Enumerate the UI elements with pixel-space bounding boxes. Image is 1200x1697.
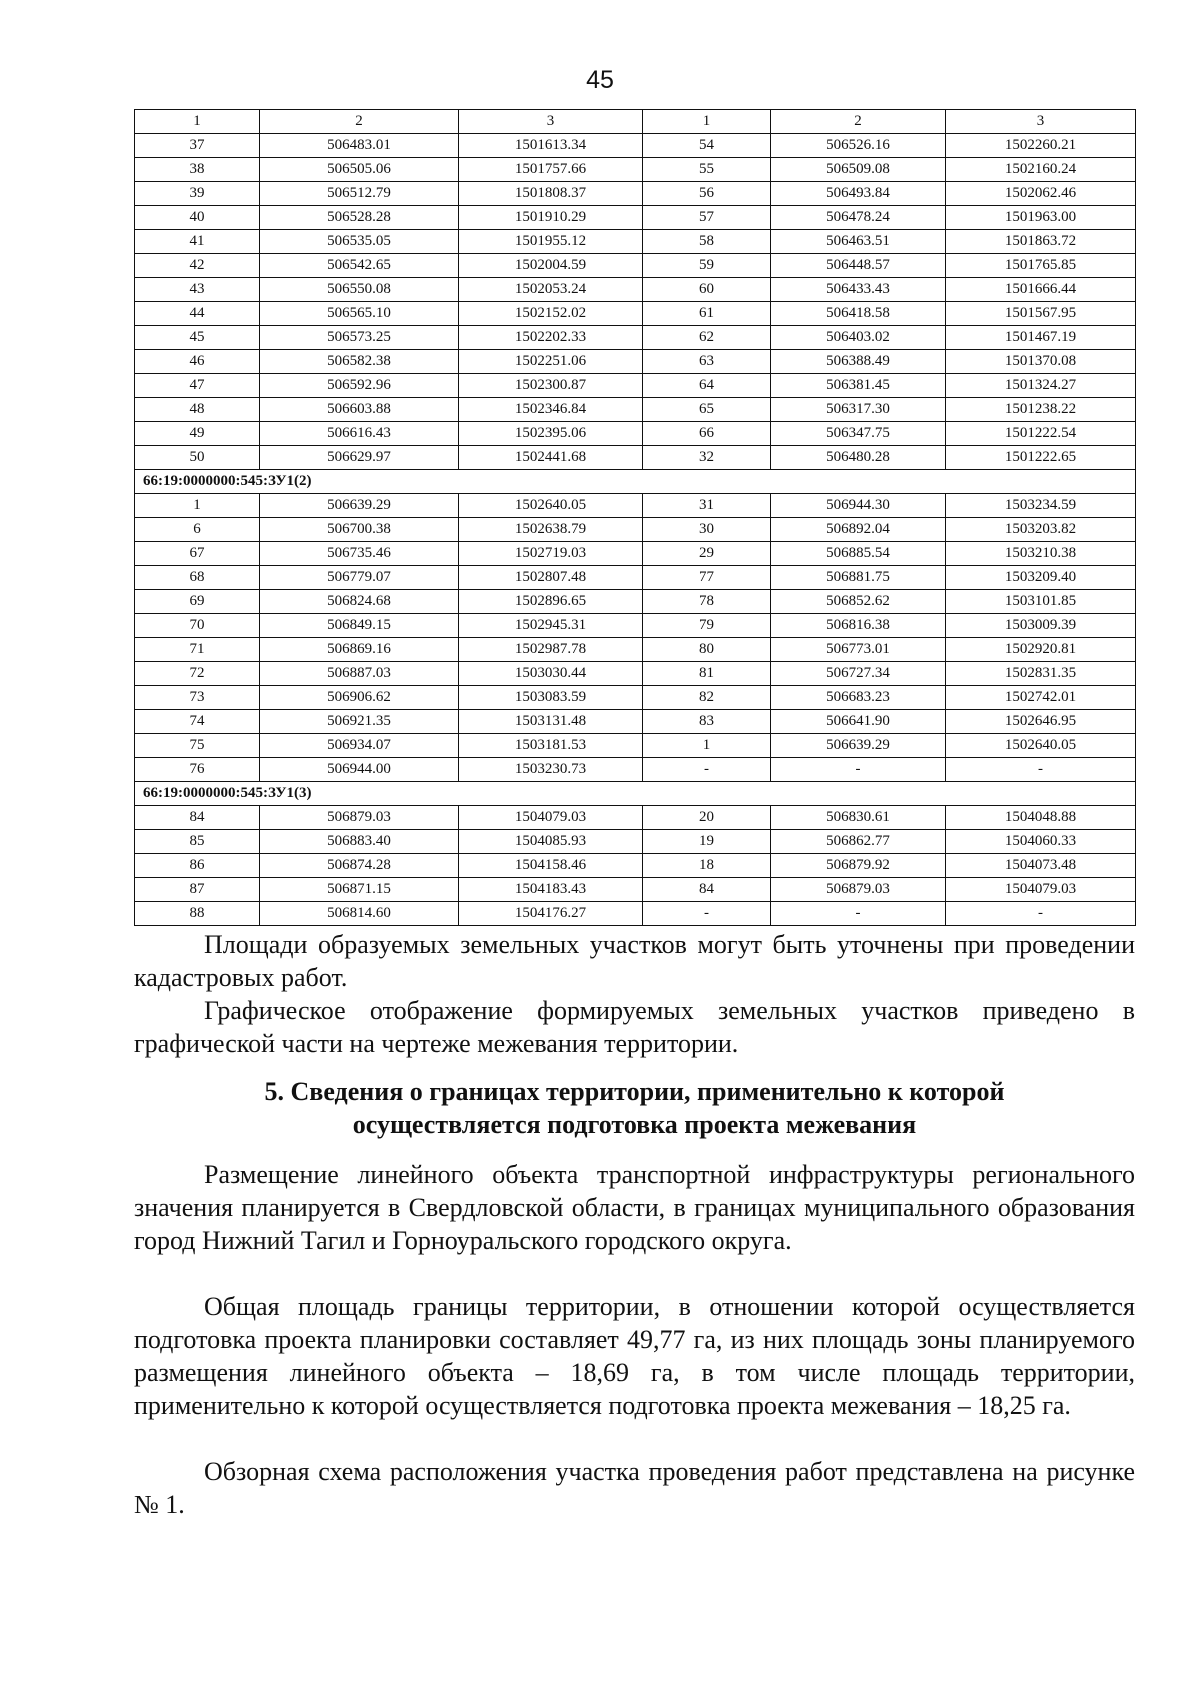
table-cell: 506641.90 [771, 710, 946, 734]
table-cell: 59 [643, 254, 771, 278]
table-cell: 1502920.81 [946, 638, 1136, 662]
table-cell: 1502945.31 [459, 614, 643, 638]
table-cell: 54 [643, 134, 771, 158]
table-cell: - [771, 758, 946, 782]
table-cell: 20 [643, 806, 771, 830]
table-cell: 1503131.48 [459, 710, 643, 734]
table-row [135, 734, 1136, 758]
table-row [135, 326, 1136, 350]
table-cell: 1504183.43 [459, 878, 643, 902]
section-label: 66:19:0000000:545:ЗУ1(2) [135, 470, 1136, 494]
table-cell: 1502053.24 [459, 278, 643, 302]
table-cell: 1503234.59 [946, 494, 1136, 518]
table-cell: 1503009.39 [946, 614, 1136, 638]
table-cell: 6 [135, 518, 260, 542]
table-cell: 506381.45 [771, 374, 946, 398]
table-row [135, 254, 1136, 278]
table-cell: 506388.49 [771, 350, 946, 374]
table-cell: 29 [643, 542, 771, 566]
table-row [135, 158, 1136, 182]
table-cell: 46 [135, 350, 260, 374]
table-cell: 40 [135, 206, 260, 230]
table-cell: 1502807.48 [459, 566, 643, 590]
table-cell: 1502719.03 [459, 542, 643, 566]
table-cell: 39 [135, 182, 260, 206]
table-row [135, 302, 1136, 326]
table-cell: 37 [135, 134, 260, 158]
table-cell: 18 [643, 854, 771, 878]
table-cell: 506830.61 [771, 806, 946, 830]
table-cell: 506565.10 [260, 302, 459, 326]
table-row [135, 494, 1136, 518]
table-cell: 1502395.06 [459, 422, 643, 446]
table-cell: 60 [643, 278, 771, 302]
table-cell: 506862.77 [771, 830, 946, 854]
table-cell: 1501955.12 [459, 230, 643, 254]
table-cell: 1503210.38 [946, 542, 1136, 566]
table-cell: 2 [771, 110, 946, 134]
table-cell: 1504048.88 [946, 806, 1136, 830]
table-cell: 58 [643, 230, 771, 254]
table-cell: 63 [643, 350, 771, 374]
table-row [135, 182, 1136, 206]
table-row [135, 374, 1136, 398]
table-cell: 56 [643, 182, 771, 206]
table-row [135, 710, 1136, 734]
table-cell: 83 [643, 710, 771, 734]
table-cell: 1502640.05 [946, 734, 1136, 758]
table-row [135, 542, 1136, 566]
table-cell: 1503209.40 [946, 566, 1136, 590]
table-cell: 87 [135, 878, 260, 902]
table-cell: 506906.62 [260, 686, 459, 710]
table-cell: 1502831.35 [946, 662, 1136, 686]
table-cell: 506944.30 [771, 494, 946, 518]
table-cell: 1503203.82 [946, 518, 1136, 542]
section-row [135, 782, 1136, 806]
table-cell: 82 [643, 686, 771, 710]
table-cell: 506542.65 [260, 254, 459, 278]
page-number: 45 [586, 66, 614, 94]
table-cell: 72 [135, 662, 260, 686]
table-cell: 506629.97 [260, 446, 459, 470]
paragraph-graphic-note: Графическое отображение формируемых земельных участков приведено в графической части на чертеже межевания территории. [134, 996, 1135, 1058]
table-cell: 78 [643, 590, 771, 614]
table-cell: 1501666.44 [946, 278, 1136, 302]
table-cell: 81 [643, 662, 771, 686]
table-row [135, 590, 1136, 614]
table-cell: 1504073.48 [946, 854, 1136, 878]
table-cell: 506773.01 [771, 638, 946, 662]
table-cell: 506683.23 [771, 686, 946, 710]
table-row [135, 854, 1136, 878]
table-cell: 506639.29 [260, 494, 459, 518]
table-row [135, 446, 1136, 470]
table-cell: 506849.15 [260, 614, 459, 638]
table-cell: 43 [135, 278, 260, 302]
table-cell: 506448.57 [771, 254, 946, 278]
table-cell: 1502640.05 [459, 494, 643, 518]
table-cell: 1501467.19 [946, 326, 1136, 350]
table-row [135, 686, 1136, 710]
table-cell: 1504079.03 [946, 878, 1136, 902]
table-cell: 80 [643, 638, 771, 662]
section-heading-line-1: 5. Сведения о границах территории, применительно к которой [264, 1077, 1005, 1106]
paragraph-area-note: Площади образуемых земельных участков могут быть уточнены при проведении кадастровых работ. [134, 930, 1135, 992]
table-row [135, 134, 1136, 158]
table-cell: 85 [135, 830, 260, 854]
section-heading [134, 1075, 1135, 1141]
table-cell: - [771, 902, 946, 926]
table-cell: 506879.03 [771, 878, 946, 902]
table-cell: 506418.58 [771, 302, 946, 326]
table-cell: 1502987.78 [459, 638, 643, 662]
table-cell: 1503181.53 [459, 734, 643, 758]
table-cell: 32 [643, 446, 771, 470]
table-cell: 1501222.54 [946, 422, 1136, 446]
table-cell: 84 [643, 878, 771, 902]
table-cell: 64 [643, 374, 771, 398]
table-cell: 1504085.93 [459, 830, 643, 854]
table-cell: 1504158.46 [459, 854, 643, 878]
table-cell: 79 [643, 614, 771, 638]
table-cell: 1502441.68 [459, 446, 643, 470]
table-cell: 506463.51 [771, 230, 946, 254]
table-row [135, 662, 1136, 686]
table-cell: 506528.28 [260, 206, 459, 230]
table-cell: 506478.24 [771, 206, 946, 230]
table-cell: 506592.96 [260, 374, 459, 398]
table-cell: 506881.75 [771, 566, 946, 590]
table-row [135, 206, 1136, 230]
table-cell: 1502260.21 [946, 134, 1136, 158]
table-cell: 506639.29 [771, 734, 946, 758]
table-cell: 1502202.33 [459, 326, 643, 350]
table-row [135, 614, 1136, 638]
table-cell: 506582.38 [260, 350, 459, 374]
table-cell: 506879.03 [260, 806, 459, 830]
table-cell: 506779.07 [260, 566, 459, 590]
table-cell: 506879.92 [771, 854, 946, 878]
table-cell: 1501910.29 [459, 206, 643, 230]
table-cell: 73 [135, 686, 260, 710]
table-cell: - [643, 758, 771, 782]
table-cell: 1 [135, 110, 260, 134]
table-cell: 506493.84 [771, 182, 946, 206]
table-cell: 70 [135, 614, 260, 638]
table-cell: 1502646.95 [946, 710, 1136, 734]
table-row [135, 398, 1136, 422]
table-cell: 1502160.24 [946, 158, 1136, 182]
table-cell: 506505.06 [260, 158, 459, 182]
table-cell: 506616.43 [260, 422, 459, 446]
table-cell: 506700.38 [260, 518, 459, 542]
table-cell: 1 [643, 734, 771, 758]
table-cell: 65 [643, 398, 771, 422]
table-cell: 1502062.46 [946, 182, 1136, 206]
table-cell: 1501808.37 [459, 182, 643, 206]
table-cell: 1504079.03 [459, 806, 643, 830]
table-cell: 506885.54 [771, 542, 946, 566]
table-cell: 38 [135, 158, 260, 182]
section-row [135, 470, 1136, 494]
table-cell: 1501863.72 [946, 230, 1136, 254]
table-row [135, 878, 1136, 902]
table-cell: 506892.04 [771, 518, 946, 542]
table-cell: 1501963.00 [946, 206, 1136, 230]
table-row [135, 902, 1136, 926]
table-cell: 76 [135, 758, 260, 782]
table-cell: 1502346.84 [459, 398, 643, 422]
section-label: 66:19:0000000:545:ЗУ1(3) [135, 782, 1136, 806]
header-row [135, 110, 1136, 134]
table-row [135, 230, 1136, 254]
table-row [135, 638, 1136, 662]
table-cell: 77 [643, 566, 771, 590]
table-cell: 50 [135, 446, 260, 470]
table-cell: 506944.00 [260, 758, 459, 782]
table-cell: 1502742.01 [946, 686, 1136, 710]
table-cell: 506887.03 [260, 662, 459, 686]
table-cell: 1501370.08 [946, 350, 1136, 374]
coordinates-table [134, 109, 1136, 926]
table-cell: 68 [135, 566, 260, 590]
table-cell: 1503030.44 [459, 662, 643, 686]
table-cell: 47 [135, 374, 260, 398]
table-cell: 1502896.65 [459, 590, 643, 614]
table-cell: 506735.46 [260, 542, 459, 566]
table-cell: - [643, 902, 771, 926]
table-row [135, 422, 1136, 446]
table-cell: 1501567.95 [946, 302, 1136, 326]
table-cell: 506934.07 [260, 734, 459, 758]
table-cell: 506816.38 [771, 614, 946, 638]
table-cell: 45 [135, 326, 260, 350]
table-cell: 506480.28 [771, 446, 946, 470]
paragraph-overview-scheme: Обзорная схема расположения участка проведения работ представлена на рисунке № 1. [134, 1457, 1135, 1519]
table-cell: 506824.68 [260, 590, 459, 614]
table-cell: 1503083.59 [459, 686, 643, 710]
table-cell: 1504176.27 [459, 902, 643, 926]
table-cell: 1 [135, 494, 260, 518]
table-cell: 71 [135, 638, 260, 662]
table-cell: 1503101.85 [946, 590, 1136, 614]
table-cell: 506317.30 [771, 398, 946, 422]
table-cell: 506869.16 [260, 638, 459, 662]
coordinates-table-body [135, 110, 1136, 926]
table-cell: - [946, 902, 1136, 926]
table-cell: 506433.43 [771, 278, 946, 302]
table-cell: 506550.08 [260, 278, 459, 302]
table-cell: 2 [260, 110, 459, 134]
table-cell: 506347.75 [771, 422, 946, 446]
table-cell: 1502152.02 [459, 302, 643, 326]
table-cell: 3 [946, 110, 1136, 134]
table-cell: 506512.79 [260, 182, 459, 206]
table-cell: 506814.60 [260, 902, 459, 926]
table-cell: 506403.02 [771, 326, 946, 350]
table-cell: 506535.05 [260, 230, 459, 254]
table-cell: 1504060.33 [946, 830, 1136, 854]
table-cell: 1501757.66 [459, 158, 643, 182]
table-cell: 41 [135, 230, 260, 254]
table-cell: 67 [135, 542, 260, 566]
table-cell: 1501238.22 [946, 398, 1136, 422]
table-cell: 30 [643, 518, 771, 542]
table-cell: 506874.28 [260, 854, 459, 878]
table-cell: 1503230.73 [459, 758, 643, 782]
table-cell: 88 [135, 902, 260, 926]
table-cell: 31 [643, 494, 771, 518]
table-cell: 1502638.79 [459, 518, 643, 542]
table-row [135, 758, 1136, 782]
table-cell: 1 [643, 110, 771, 134]
table-cell: 84 [135, 806, 260, 830]
table-row [135, 350, 1136, 374]
table-cell: 42 [135, 254, 260, 278]
table-cell: 506852.62 [771, 590, 946, 614]
table-row [135, 278, 1136, 302]
table-cell: 506509.08 [771, 158, 946, 182]
table-cell: 86 [135, 854, 260, 878]
table-cell: 75 [135, 734, 260, 758]
table-cell: 44 [135, 302, 260, 326]
table-cell: 506921.35 [260, 710, 459, 734]
table-cell: 1501765.85 [946, 254, 1136, 278]
table-cell: 506883.40 [260, 830, 459, 854]
table-cell: 506483.01 [260, 134, 459, 158]
table-row [135, 806, 1136, 830]
section-heading-line-2: осуществляется подготовка проекта межевания [352, 1110, 917, 1139]
table-row [135, 518, 1136, 542]
table-cell: 1501324.27 [946, 374, 1136, 398]
table-cell: 69 [135, 590, 260, 614]
table-cell: 66 [643, 422, 771, 446]
table-cell: 48 [135, 398, 260, 422]
table-row [135, 566, 1136, 590]
table-cell: 506526.16 [771, 134, 946, 158]
table-cell: 506573.25 [260, 326, 459, 350]
table-cell: 1501222.65 [946, 446, 1136, 470]
table-cell: 506727.34 [771, 662, 946, 686]
table-cell: 1502004.59 [459, 254, 643, 278]
table-cell: - [946, 758, 1136, 782]
table-cell: 19 [643, 830, 771, 854]
table-cell: 74 [135, 710, 260, 734]
table-cell: 49 [135, 422, 260, 446]
table-cell: 61 [643, 302, 771, 326]
table-cell: 62 [643, 326, 771, 350]
table-cell: 506871.15 [260, 878, 459, 902]
table-cell: 3 [459, 110, 643, 134]
table-cell: 57 [643, 206, 771, 230]
table-cell: 1501613.34 [459, 134, 643, 158]
paragraph-placement: Размещение линейного объекта транспортной инфраструктуры регионального значения планируется в Свердловской области, в границах муниципального образования город Нижний Тагил и Горноуральского городского округа. [134, 1160, 1135, 1255]
paragraph-total-area: Общая площадь границы территории, в отношении которой осуществляется подготовка проекта планировки составляет 49,77 га, из них площадь зоны планируемого размещения линейного объекта – 18,69 га, в том числе площадь территории, применительно к которой осуществляется подготовка проекта межевания – 18,25 га. [134, 1292, 1135, 1420]
table-row [135, 830, 1136, 854]
table-cell: 1502251.06 [459, 350, 643, 374]
table-cell: 55 [643, 158, 771, 182]
table-cell: 1502300.87 [459, 374, 643, 398]
table-cell: 506603.88 [260, 398, 459, 422]
